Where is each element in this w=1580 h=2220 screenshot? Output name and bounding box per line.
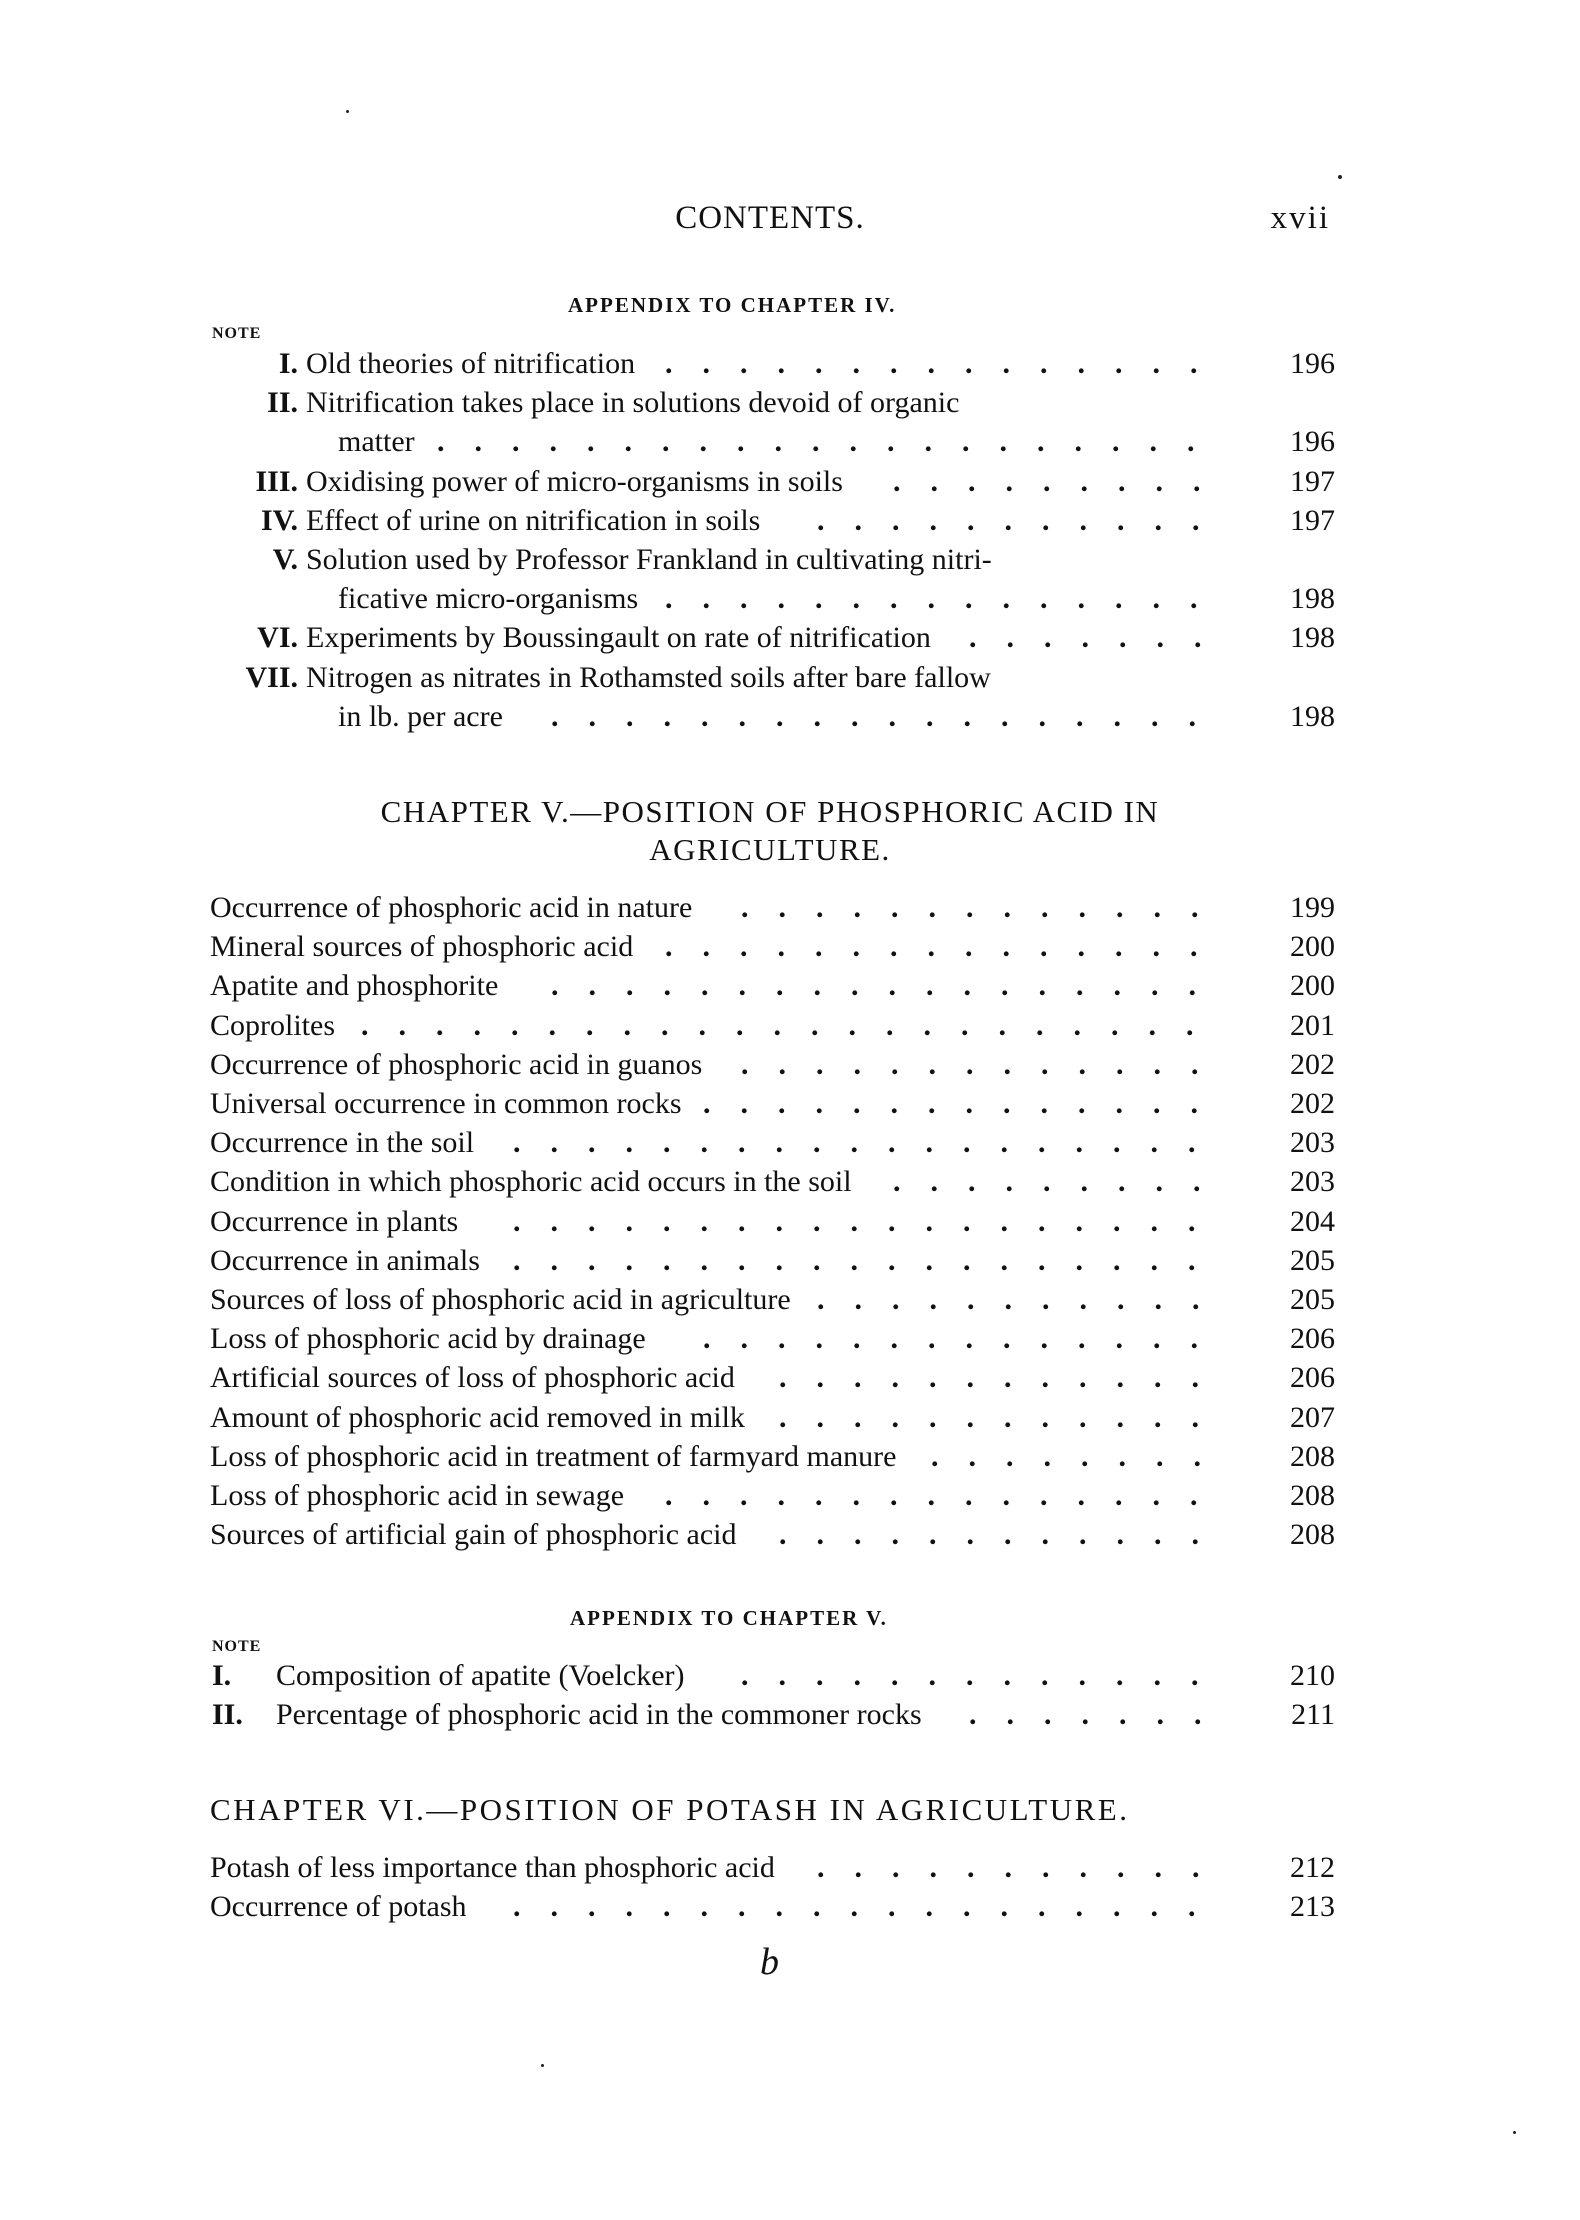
page-number: 211 <box>1291 1698 1335 1732</box>
toc-entry <box>210 1162 1335 1202</box>
entry-title: Universal occurrence in common rocks <box>210 1087 682 1120</box>
entry-title: Solution used by Professor Frankland in cultivating nitri- <box>306 543 992 576</box>
toc-entry <box>210 462 1335 502</box>
toc-entry <box>210 1398 1335 1438</box>
toc-entry <box>210 927 1335 967</box>
toc-entry <box>210 1358 1335 1398</box>
page-number: 213 <box>1290 1890 1335 1924</box>
entry-title: Loss of phosphoric acid in sewage <box>210 1479 625 1512</box>
leader-dots: ............... <box>665 1479 1228 1512</box>
page-number: 207 <box>1290 1400 1335 1434</box>
leader-dots: ............... <box>665 930 1228 964</box>
roman-numeral: VII. <box>245 660 298 694</box>
leader-dots: .............. <box>703 1087 1228 1120</box>
page-number: 201 <box>1290 1008 1335 1042</box>
chapter-v-heading-line2: AGRICULTURE. <box>649 832 891 867</box>
chapter-v-heading-line1: CHAPTER V.—POSITION OF PHOSPHORIC ACID IN <box>380 794 1160 829</box>
scan-speck <box>1338 175 1342 179</box>
appendix-iv-note-label: NOTE <box>212 325 262 342</box>
page-number: 199 <box>1290 891 1335 924</box>
page-number: 208 <box>1290 1479 1335 1512</box>
appendix-iv-heading: APPENDIX TO CHAPTER IV. <box>568 293 897 317</box>
page-number: 203 <box>1290 1165 1335 1199</box>
toc-entry <box>210 1515 1335 1555</box>
leader-dots: ....... <box>969 621 1232 655</box>
leader-dots: .............. <box>703 1322 1228 1356</box>
page-number: 202 <box>1290 1047 1335 1081</box>
leader-dots: ........... <box>817 1851 1230 1884</box>
entry-title: Occurrence of phosphoric acid in guanos <box>210 1047 703 1081</box>
entry-title: Occurrence in plants <box>210 1204 459 1238</box>
roman-numeral: III. <box>255 464 298 498</box>
entry-title: Coprolites <box>210 1008 335 1042</box>
entry-title: Occurrence of phosphoric acid in nature <box>210 891 693 924</box>
toc-entry <box>210 1656 1335 1696</box>
page-number: 202 <box>1290 1087 1335 1120</box>
toc-entry <box>210 697 1335 737</box>
scan-speck <box>1513 2131 1516 2134</box>
leader-dots: ................... <box>513 1890 1226 1924</box>
leader-dots: ................... <box>513 1126 1226 1160</box>
toc-entry <box>210 579 1335 619</box>
entry-title: Loss of phosphoric acid in treatment of farmyard manure <box>210 1439 897 1473</box>
leader-dots: ....... <box>969 1698 1232 1732</box>
leader-dots: ......... <box>893 1165 1231 1199</box>
page-folio: xvii <box>1270 200 1330 236</box>
page-number: 212 <box>1290 1851 1335 1884</box>
roman-numeral: IV. <box>261 503 298 537</box>
page-number: 198 <box>1290 621 1335 655</box>
toc-entry <box>210 1241 1335 1281</box>
entry-title: Loss of phosphoric acid by drainage <box>210 1322 646 1356</box>
leader-dots: ................... <box>513 1204 1226 1238</box>
entry-title: Old theories of nitrification <box>306 347 636 380</box>
toc-entry <box>210 1006 1335 1046</box>
entry-title: Nitrification takes place in solutions devoid of organic <box>306 386 960 420</box>
roman-numeral: II. <box>267 386 298 420</box>
entry-title: Oxidising power of micro-organisms in soils <box>306 464 843 498</box>
leader-dots: ............... <box>665 347 1228 380</box>
toc-entry <box>210 344 1335 384</box>
roman-numeral: I. <box>278 347 298 380</box>
toc-entry <box>210 383 1335 423</box>
toc-entry <box>210 1084 1335 1124</box>
page-number: 198 <box>1290 582 1335 616</box>
toc-entry <box>210 422 1335 462</box>
entry-title: matter <box>338 425 415 459</box>
page-number: 197 <box>1290 503 1335 537</box>
page-number: 200 <box>1290 930 1335 964</box>
entry-title: Composition of apatite (Voelcker) <box>276 1659 685 1692</box>
leader-dots: ......... <box>893 464 1231 498</box>
roman-numeral: I. <box>212 1659 232 1692</box>
page-number: 208 <box>1290 1518 1335 1552</box>
scan-speck <box>346 110 349 113</box>
entry-title: Occurrence of potash <box>210 1890 467 1924</box>
leader-dots: ............... <box>665 582 1228 616</box>
toc-entry <box>210 966 1335 1006</box>
running-head-title: CONTENTS. <box>675 200 865 236</box>
entry-title: Occurrence in animals <box>210 1243 480 1277</box>
entry-title: Effect of urine on nitrification in soils <box>306 503 761 537</box>
toc-entry <box>210 1123 1335 1163</box>
leader-dots: .................. <box>551 699 1226 733</box>
page-number: 205 <box>1290 1283 1335 1316</box>
roman-numeral: V. <box>272 543 298 576</box>
toc-entry <box>210 1476 1335 1516</box>
leader-dots: .................. <box>551 969 1226 1003</box>
page-number: 206 <box>1290 1322 1335 1356</box>
appendix-v-note-label: NOTE <box>212 1638 262 1655</box>
entry-title: Experiments by Boussingault on rate of nitrification <box>306 621 931 655</box>
roman-numeral: II. <box>212 1698 243 1732</box>
leader-dots: ............. <box>741 1659 1229 1692</box>
leader-dots: ........... <box>817 503 1230 537</box>
page-number: 208 <box>1290 1439 1335 1473</box>
page-number: 206 <box>1290 1361 1335 1395</box>
toc-entry <box>210 888 1335 928</box>
leader-dots: ........... <box>817 1283 1230 1316</box>
toc-entry <box>210 658 1335 698</box>
signature-mark: b <box>760 1941 779 1983</box>
entry-title: Mineral sources of phosphoric acid <box>210 930 634 964</box>
roman-numeral: VI. <box>257 621 298 655</box>
entry-title: Condition in which phosphoric acid occurs in the soil <box>210 1165 852 1199</box>
entry-title: in lb. per acre <box>338 699 503 733</box>
page-number: 197 <box>1290 464 1335 498</box>
page-number: 196 <box>1290 425 1335 459</box>
toc-entry <box>210 1280 1335 1320</box>
toc-entry <box>210 1202 1335 1242</box>
toc-entry <box>210 1848 1335 1888</box>
entry-title: Percentage of phosphoric acid in the commoner rocks <box>276 1698 922 1732</box>
running-head <box>210 200 1330 250</box>
toc-entry <box>210 618 1335 658</box>
entry-title: Occurrence in the soil <box>210 1126 475 1160</box>
leader-dots: ............ <box>779 1518 1229 1552</box>
page-number: 198 <box>1290 699 1335 733</box>
chapter-vi-heading: CHAPTER VI.—POSITION OF POTASH IN AGRICULTURE. <box>210 1792 1130 1827</box>
toc-entry <box>210 1887 1335 1927</box>
entry-title: Nitrogen as nitrates in Rothamsted soils after bare fallow <box>306 660 991 694</box>
page-number: 203 <box>1290 1126 1335 1160</box>
toc-entry <box>210 1045 1335 1085</box>
page-number: 200 <box>1290 969 1335 1003</box>
entry-title: Apatite and phosphorite <box>210 969 499 1003</box>
toc-entry <box>210 501 1335 541</box>
leader-dots: ............. <box>741 891 1229 924</box>
toc-entry <box>210 1437 1335 1477</box>
page-number: 196 <box>1290 347 1335 380</box>
appendix-v-heading: APPENDIX TO CHAPTER V. <box>570 1606 888 1630</box>
leader-dots: ..................... <box>437 425 1225 459</box>
page-number: 210 <box>1290 1659 1335 1692</box>
entry-title: Potash of less importance than phosphoric acid <box>210 1851 775 1884</box>
page-number: 205 <box>1290 1243 1335 1277</box>
toc-entry <box>210 1319 1335 1359</box>
leader-dots: ............. <box>741 1047 1229 1081</box>
toc-entry <box>210 1695 1335 1735</box>
leader-dots: ............ <box>779 1400 1229 1434</box>
leader-dots: ................... <box>513 1243 1226 1277</box>
entry-title: Artificial sources of loss of phosphoric acid <box>210 1361 735 1395</box>
leader-dots: ........ <box>931 1439 1231 1473</box>
entry-title: Sources of artificial gain of phosphoric acid <box>210 1518 737 1552</box>
page-number: 204 <box>1290 1204 1335 1238</box>
scan-speck <box>541 2064 544 2067</box>
leader-dots: ....................... <box>361 1008 1224 1042</box>
entry-title: Sources of loss of phosphoric acid in agriculture <box>210 1283 791 1316</box>
entry-title: Amount of phosphoric acid removed in milk <box>210 1400 745 1434</box>
toc-entry <box>210 540 1335 580</box>
leader-dots: ............ <box>779 1361 1229 1395</box>
entry-title: ficative micro-organisms <box>338 582 639 616</box>
